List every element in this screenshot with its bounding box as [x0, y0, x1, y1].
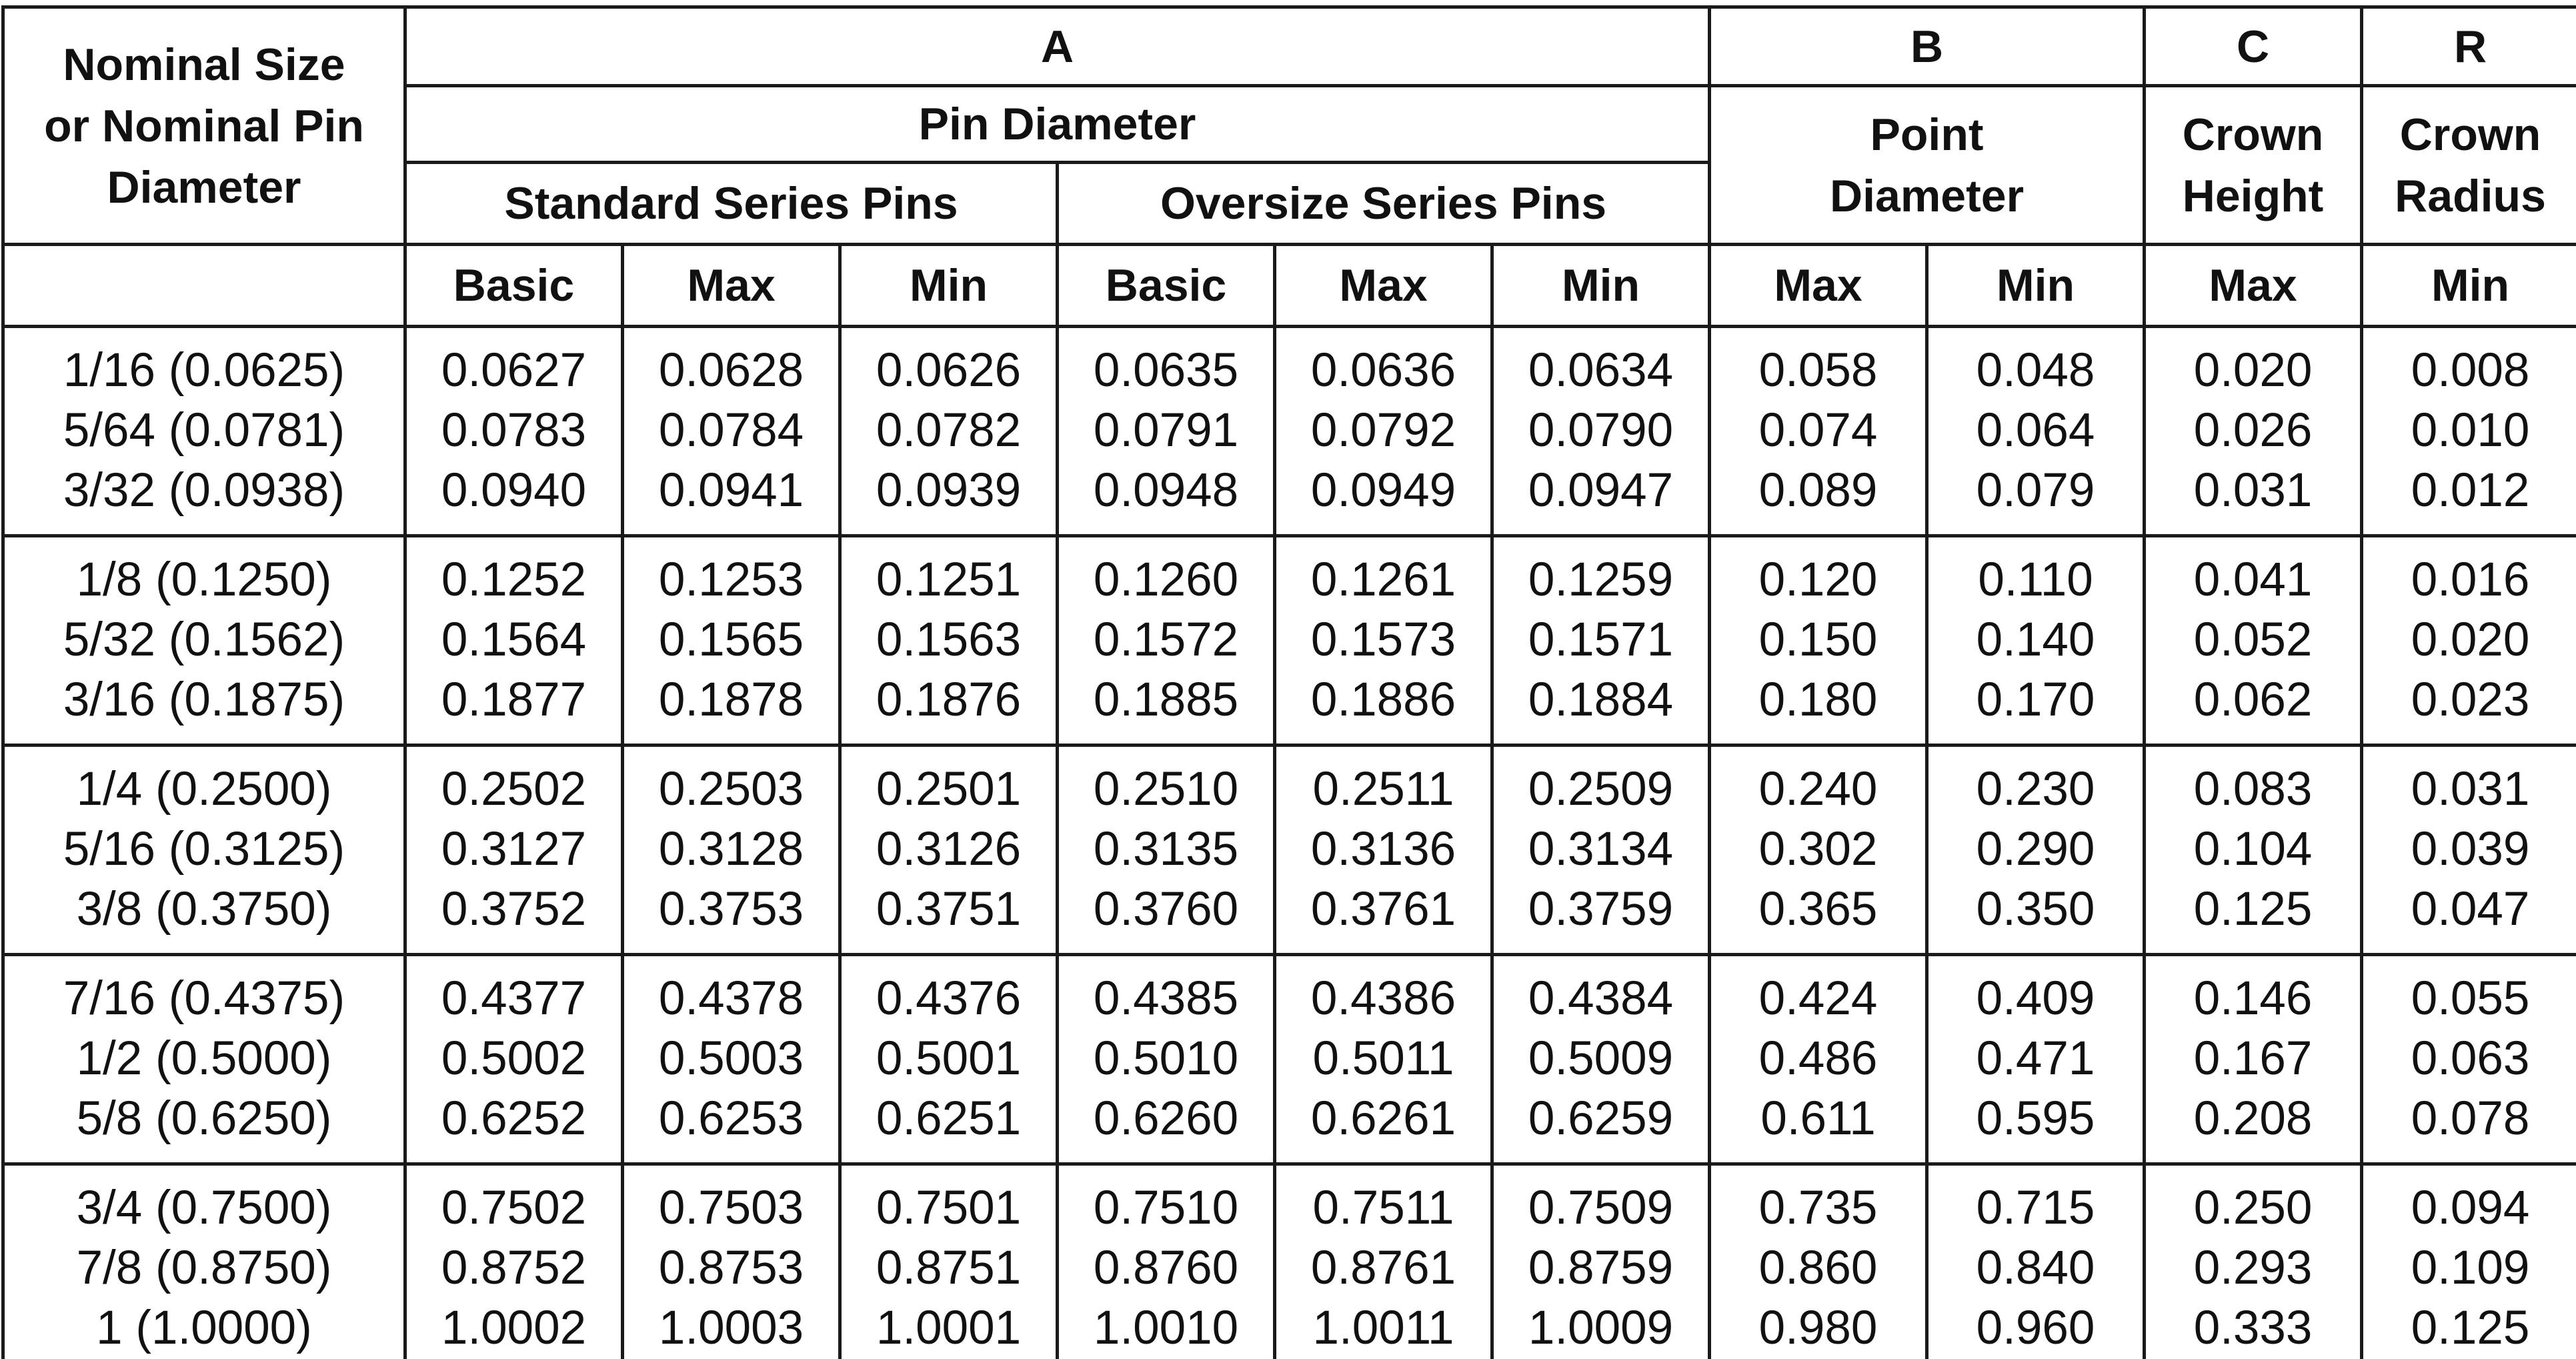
cell-value: 0.5001 [842, 1029, 1056, 1089]
nominal-size-cell [3, 536, 405, 746]
cell-value: 0.4376 [842, 969, 1056, 1029]
cell-value: 0.2509 [1494, 760, 1708, 820]
cell-value: 0.0941 [624, 461, 838, 521]
cell-value: 0.2501 [842, 760, 1056, 820]
crown-height-line-1: Crown [2146, 104, 2360, 165]
cell-value: 0.208 [2146, 1089, 2360, 1149]
cell-crown-radius-min [2362, 955, 2576, 1164]
cell-over-max [1275, 746, 1492, 955]
cell-crown-radius-min [2362, 327, 2576, 536]
cell-value: 0.020 [2146, 341, 2360, 401]
nominal-size-value: 3/32 (0.0938) [5, 461, 403, 521]
cell-value: 0.020 [2363, 610, 2576, 670]
col-c-header: C [2145, 7, 2362, 86]
cell-value: 0.3127 [407, 820, 621, 880]
cell-crown-radius-min [2362, 746, 2576, 955]
cell-point-max [1710, 1164, 1927, 1359]
col-b-header: B [1710, 7, 2145, 86]
cell-value: 0.110 [1928, 550, 2143, 610]
cell-value: 0.0783 [407, 401, 621, 461]
cell-value: 0.012 [2363, 461, 2576, 521]
cell-over-min [1492, 1164, 1710, 1359]
cell-point-min [1927, 327, 2145, 536]
cell-value: 0.055 [2363, 969, 2576, 1029]
cell-value: 1.0010 [1059, 1298, 1273, 1358]
cell-value: 0.1572 [1059, 610, 1273, 670]
cell-value: 0.960 [1928, 1298, 2143, 1358]
cell-value: 0.052 [2146, 610, 2360, 670]
cell-crown-radius-min [2362, 536, 2576, 746]
subheader-over-min: Min [1492, 245, 1710, 327]
cell-value: 0.120 [1711, 550, 1925, 610]
cell-value: 0.104 [2146, 820, 2360, 880]
nominal-size-header [3, 7, 405, 245]
cell-over-min [1492, 536, 1710, 746]
cell-value: 0.1253 [624, 550, 838, 610]
cell-crown-height-max [2145, 746, 2362, 955]
subheader-point-min: Min [1927, 245, 2145, 327]
crown-radius-line-2: Radius [2363, 165, 2576, 227]
cell-value: 1.0011 [1276, 1298, 1490, 1358]
cell-value: 0.860 [1711, 1238, 1925, 1298]
nominal-size-value: 5/32 (0.1562) [5, 610, 403, 670]
cell-std-basic [405, 1164, 623, 1359]
cell-std-max [623, 746, 840, 955]
cell-value: 0.023 [2363, 670, 2576, 730]
cell-value: 0.125 [2146, 880, 2360, 940]
cell-crown-height-max [2145, 327, 2362, 536]
cell-crown-height-max [2145, 1164, 2362, 1359]
cell-value: 0.089 [1711, 461, 1925, 521]
cell-value: 0.5011 [1276, 1029, 1490, 1089]
cell-value: 0.062 [2146, 670, 2360, 730]
cell-value: 0.0948 [1059, 461, 1273, 521]
cell-value: 0.486 [1711, 1029, 1925, 1089]
cell-value: 0.4385 [1059, 969, 1273, 1029]
cell-value: 0.1886 [1276, 670, 1490, 730]
nominal-size-value: 5/8 (0.6250) [5, 1089, 403, 1149]
cell-value: 0.1564 [407, 610, 621, 670]
cell-value: 0.333 [2146, 1298, 2360, 1358]
cell-value: 0.031 [2363, 760, 2576, 820]
standard-series-header: Standard Series Pins [405, 163, 1058, 245]
dimension-table-region [1, 5, 2576, 1359]
nominal-size-value: 1/4 (0.2500) [5, 760, 403, 820]
cell-value: 0.290 [1928, 820, 2143, 880]
cell-value: 0.230 [1928, 760, 2143, 820]
cell-std-min [840, 955, 1058, 1164]
cell-value: 0.1260 [1059, 550, 1273, 610]
nominal-size-value: 5/16 (0.3125) [5, 820, 403, 880]
cell-value: 0.302 [1711, 820, 1925, 880]
cell-value: 0.240 [1711, 760, 1925, 820]
cell-value: 0.1877 [407, 670, 621, 730]
cell-point-min [1927, 1164, 2145, 1359]
cell-value: 0.8760 [1059, 1238, 1273, 1298]
cell-value: 0.8761 [1276, 1238, 1490, 1298]
table-body [3, 327, 2576, 1359]
cell-value: 0.7510 [1059, 1178, 1273, 1238]
cell-value: 0.8752 [407, 1238, 621, 1298]
cell-value: 1.0003 [624, 1298, 838, 1358]
dowel-pin-dimension-table [1, 5, 2576, 1359]
cell-value: 0.3751 [842, 880, 1056, 940]
nominal-size-value: 3/8 (0.3750) [5, 880, 403, 940]
cell-point-min [1927, 746, 2145, 955]
cell-value: 0.0949 [1276, 461, 1490, 521]
cell-value: 0.048 [1928, 341, 2143, 401]
cell-value: 0.8753 [624, 1238, 838, 1298]
nominal-size-value: 1/2 (0.5000) [5, 1029, 403, 1089]
cell-std-basic [405, 327, 623, 536]
subheader-std-basic: Basic [405, 245, 623, 327]
nominal-header-line-2: or Nominal Pin [5, 95, 403, 157]
cell-point-max [1710, 327, 1927, 536]
cell-value: 0.1573 [1276, 610, 1490, 670]
cell-over-max [1275, 536, 1492, 746]
cell-value: 0.026 [2146, 401, 2360, 461]
cell-value: 0.611 [1711, 1089, 1925, 1149]
cell-value: 0.0792 [1276, 401, 1490, 461]
cell-value: 0.058 [1711, 341, 1925, 401]
cell-value: 0.0782 [842, 401, 1056, 461]
nominal-size-value: 1/16 (0.0625) [5, 341, 403, 401]
cell-point-max [1710, 746, 1927, 955]
cell-value: 0.3761 [1276, 880, 1490, 940]
cell-std-max [623, 955, 840, 1164]
subheader-point-max: Max [1710, 245, 1927, 327]
cell-over-min [1492, 746, 1710, 955]
cell-crown-radius-min [2362, 1164, 2576, 1359]
cell-value: 0.0939 [842, 461, 1056, 521]
cell-over-max [1275, 1164, 1492, 1359]
cell-value: 0.6252 [407, 1089, 621, 1149]
nominal-header-line-3: Diameter [5, 157, 403, 218]
cell-value: 0.140 [1928, 610, 2143, 670]
cell-value: 0.0635 [1059, 341, 1273, 401]
cell-value: 0.180 [1711, 670, 1925, 730]
cell-value: 0.5010 [1059, 1029, 1273, 1089]
cell-value: 0.3759 [1494, 880, 1708, 940]
cell-over-basic [1058, 1164, 1275, 1359]
cell-value: 0.1563 [842, 610, 1056, 670]
cell-value: 1.0001 [842, 1298, 1056, 1358]
cell-value: 0.083 [2146, 760, 2360, 820]
cell-value: 0.2510 [1059, 760, 1273, 820]
cell-value: 1.0009 [1494, 1298, 1708, 1358]
cell-value: 0.7511 [1276, 1178, 1490, 1238]
cell-value: 0.0940 [407, 461, 621, 521]
cell-value: 0.1251 [842, 550, 1056, 610]
cell-value: 0.840 [1928, 1238, 2143, 1298]
subheader-crown-height-max: Max [2145, 245, 2362, 327]
nominal-size-cell [3, 1164, 405, 1359]
cell-std-basic [405, 955, 623, 1164]
cell-value: 0.715 [1928, 1178, 2143, 1238]
cell-value: 0.0628 [624, 341, 838, 401]
cell-value: 0.1885 [1059, 670, 1273, 730]
cell-value: 0.1565 [624, 610, 838, 670]
cell-value: 0.0627 [407, 341, 621, 401]
cell-std-min [840, 327, 1058, 536]
table-row [3, 327, 2576, 536]
cell-over-min [1492, 327, 1710, 536]
cell-value: 0.7503 [624, 1178, 838, 1238]
cell-point-max [1710, 536, 1927, 746]
nominal-size-value: 1 (1.0000) [5, 1298, 403, 1358]
cell-std-max [623, 536, 840, 746]
cell-value: 0.170 [1928, 670, 2143, 730]
cell-value: 0.8759 [1494, 1238, 1708, 1298]
cell-value: 0.6259 [1494, 1089, 1708, 1149]
cell-over-basic [1058, 746, 1275, 955]
cell-value: 0.078 [2363, 1089, 2576, 1149]
cell-value: 0.7509 [1494, 1178, 1708, 1238]
cell-value: 0.4377 [407, 969, 621, 1029]
cell-value: 0.250 [2146, 1178, 2360, 1238]
cell-value: 0.3136 [1276, 820, 1490, 880]
cell-value: 0.6261 [1276, 1089, 1490, 1149]
cell-value: 0.063 [2363, 1029, 2576, 1089]
cell-value: 0.109 [2363, 1238, 2576, 1298]
cell-value: 0.064 [1928, 401, 2143, 461]
cell-value: 0.039 [2363, 820, 2576, 880]
cell-value: 0.1884 [1494, 670, 1708, 730]
table-row [3, 955, 2576, 1164]
oversize-series-header: Oversize Series Pins [1058, 163, 1710, 245]
cell-value: 0.6251 [842, 1089, 1056, 1149]
cell-value: 1.0002 [407, 1298, 621, 1358]
col-r-header: R [2362, 7, 2576, 86]
cell-value: 0.0634 [1494, 341, 1708, 401]
cell-value: 0.041 [2146, 550, 2360, 610]
cell-value: 0.047 [2363, 880, 2576, 940]
cell-value: 0.293 [2146, 1238, 2360, 1298]
nominal-size-value: 7/16 (0.4375) [5, 969, 403, 1029]
cell-value: 0.016 [2363, 550, 2576, 610]
cell-value: 0.0947 [1494, 461, 1708, 521]
cell-value: 0.1571 [1494, 610, 1708, 670]
cell-value: 0.094 [2363, 1178, 2576, 1238]
cell-value: 0.980 [1711, 1298, 1925, 1358]
table-row [3, 536, 2576, 746]
cell-std-basic [405, 746, 623, 955]
cell-value: 0.4384 [1494, 969, 1708, 1029]
nominal-size-value: 5/64 (0.0781) [5, 401, 403, 461]
cell-std-min [840, 1164, 1058, 1359]
cell-value: 0.6260 [1059, 1089, 1273, 1149]
cell-value: 0.365 [1711, 880, 1925, 940]
cell-point-min [1927, 536, 2145, 746]
cell-value: 0.7502 [407, 1178, 621, 1238]
cell-value: 0.595 [1928, 1089, 2143, 1149]
cell-value: 0.0636 [1276, 341, 1490, 401]
cell-over-max [1275, 955, 1492, 1164]
subheader-std-min: Min [840, 245, 1058, 327]
subheader-std-max: Max [623, 245, 840, 327]
table-row [3, 746, 2576, 955]
cell-value: 0.125 [2363, 1298, 2576, 1358]
cell-value: 0.074 [1711, 401, 1925, 461]
nominal-size-cell [3, 327, 405, 536]
cell-value: 0.0790 [1494, 401, 1708, 461]
nominal-size-cell [3, 955, 405, 1164]
cell-value: 0.3134 [1494, 820, 1708, 880]
cell-std-max [623, 327, 840, 536]
cell-value: 0.031 [2146, 461, 2360, 521]
cell-value: 0.5003 [624, 1029, 838, 1089]
nominal-size-value: 7/8 (0.8750) [5, 1238, 403, 1298]
cell-over-basic [1058, 327, 1275, 536]
cell-value: 0.3752 [407, 880, 621, 940]
subheader-crown-radius-min: Min [2362, 245, 2576, 327]
cell-over-min [1492, 955, 1710, 1164]
cell-value: 0.4378 [624, 969, 838, 1029]
cell-point-max [1710, 955, 1927, 1164]
cell-value: 0.0626 [842, 341, 1056, 401]
cell-value: 0.167 [2146, 1029, 2360, 1089]
cell-value: 0.0791 [1059, 401, 1273, 461]
cell-value: 0.010 [2363, 401, 2576, 461]
cell-std-min [840, 536, 1058, 746]
cell-std-min [840, 746, 1058, 955]
crown-height-header [2145, 86, 2362, 245]
col-a-header: A [405, 7, 1710, 86]
crown-radius-line-1: Crown [2363, 104, 2576, 165]
cell-value: 0.5002 [407, 1029, 621, 1089]
cell-value: 0.1252 [407, 550, 621, 610]
cell-value: 0.146 [2146, 969, 2360, 1029]
cell-point-min [1927, 955, 2145, 1164]
cell-crown-height-max [2145, 536, 2362, 746]
cell-value: 0.3126 [842, 820, 1056, 880]
cell-value: 0.3760 [1059, 880, 1273, 940]
nominal-subheader-blank [3, 245, 405, 327]
nominal-size-cell [3, 746, 405, 955]
nominal-size-value: 1/8 (0.1250) [5, 550, 403, 610]
cell-value: 0.3135 [1059, 820, 1273, 880]
cell-value: 0.8751 [842, 1238, 1056, 1298]
subheader-over-basic: Basic [1058, 245, 1275, 327]
crown-height-line-2: Height [2146, 165, 2360, 227]
cell-value: 0.2502 [407, 760, 621, 820]
cell-value: 0.008 [2363, 341, 2576, 401]
cell-value: 0.2511 [1276, 760, 1490, 820]
table-row [3, 1164, 2576, 1359]
cell-value: 0.735 [1711, 1178, 1925, 1238]
nominal-header-line-1: Nominal Size [5, 34, 403, 95]
cell-value: 0.4386 [1276, 969, 1490, 1029]
cell-value: 0.0784 [624, 401, 838, 461]
point-diameter-line-1: Point [1711, 104, 2143, 165]
cell-value: 0.3753 [624, 880, 838, 940]
point-diameter-header [1710, 86, 2145, 245]
cell-value: 0.5009 [1494, 1029, 1708, 1089]
nominal-size-value: 3/4 (0.7500) [5, 1178, 403, 1238]
cell-value: 0.3128 [624, 820, 838, 880]
cell-over-basic [1058, 536, 1275, 746]
cell-value: 0.1261 [1276, 550, 1490, 610]
cell-std-basic [405, 536, 623, 746]
cell-over-max [1275, 327, 1492, 536]
crown-radius-header [2362, 86, 2576, 245]
cell-value: 0.1878 [624, 670, 838, 730]
cell-std-max [623, 1164, 840, 1359]
cell-value: 0.350 [1928, 880, 2143, 940]
cell-value: 0.1259 [1494, 550, 1708, 610]
cell-value: 0.409 [1928, 969, 2143, 1029]
pin-diameter-header: Pin Diameter [405, 86, 1710, 163]
cell-value: 0.471 [1928, 1029, 2143, 1089]
subheader-over-max: Max [1275, 245, 1492, 327]
cell-value: 0.7501 [842, 1178, 1056, 1238]
cell-over-basic [1058, 955, 1275, 1164]
cell-value: 0.6253 [624, 1089, 838, 1149]
cell-crown-height-max [2145, 955, 2362, 1164]
cell-value: 0.079 [1928, 461, 2143, 521]
point-diameter-line-2: Diameter [1711, 165, 2143, 227]
cell-value: 0.424 [1711, 969, 1925, 1029]
cell-value: 0.150 [1711, 610, 1925, 670]
cell-value: 0.1876 [842, 670, 1056, 730]
nominal-size-value: 3/16 (0.1875) [5, 670, 403, 730]
cell-value: 0.2503 [624, 760, 838, 820]
